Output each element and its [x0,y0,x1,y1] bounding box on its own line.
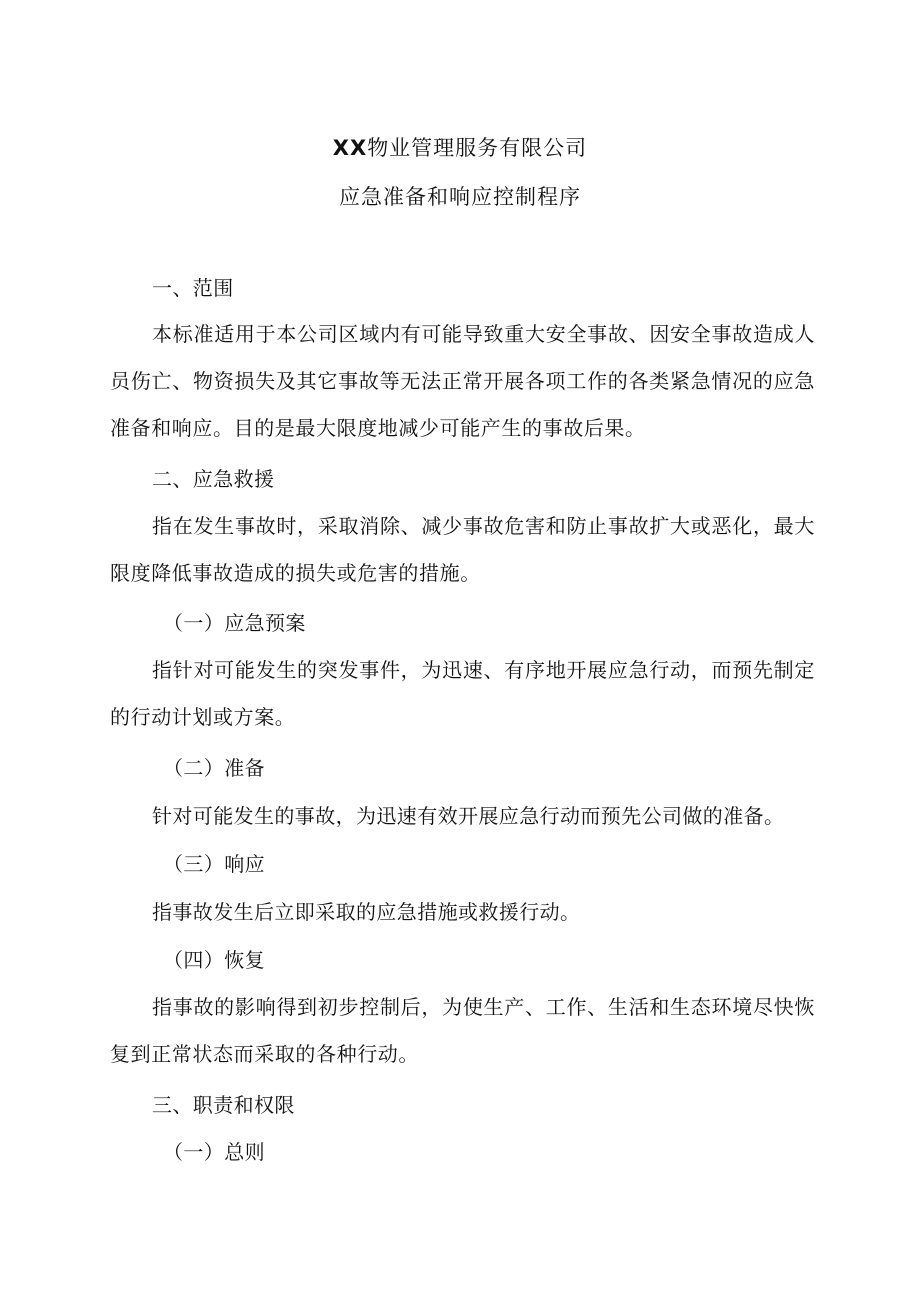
subheading-emergency-plan: （一）应急预案 [163,611,306,635]
section-heading-duties: 三、职责和权限 [152,1093,295,1117]
subheading-general: （一）总则 [163,1140,265,1164]
response-paragraph: 指事故发生后立即采取的应急措施或救援行动。 [152,900,581,924]
company-name: 物业管理服务有限公司 [367,136,588,160]
document-title: 应急准备和响应控制程序 [339,185,581,209]
subheading-response: （三）响应 [163,852,265,876]
section-heading-scope: 一、范围 [152,276,234,300]
subheading-recovery: （四）恢复 [163,948,265,972]
scope-paragraph: 本标准适用于本公司区域内有可能导致重大安全事故、因安全事故造成人员伤亡、物资损失及其它事故等无法正常开展各项工作的各类紧急情况的应急准备和响应。目的是最大限度地减少可能产生的事故后果。 [110,322,815,440]
preparation-paragraph: 针对可能发生的事故，为迅速有效开展应急行动而预先公司做的准备。 [152,804,785,828]
recovery-paragraph: 指事故的影响得到初步控制后，为使生产、工作、生活和生态环境尽快恢复到正常状态而采取的各种行动。 [110,995,815,1066]
section-heading-rescue: 二、应急救援 [152,467,275,491]
rescue-paragraph: 指在发生事故时，采取消除、减少事故危害和防止事故扩大或恶化，最大限度降低事故造成的损失或危害的措施。 [110,514,815,585]
emergency-plan-paragraph: 指针对可能发生的突发事件，为迅速、有序地开展应急行动，而预先制定的行动计划或方案。 [110,658,815,729]
company-title [0,132,920,162]
company-prefix: XX [332,136,368,160]
subheading-preparation: （二）准备 [163,756,265,780]
